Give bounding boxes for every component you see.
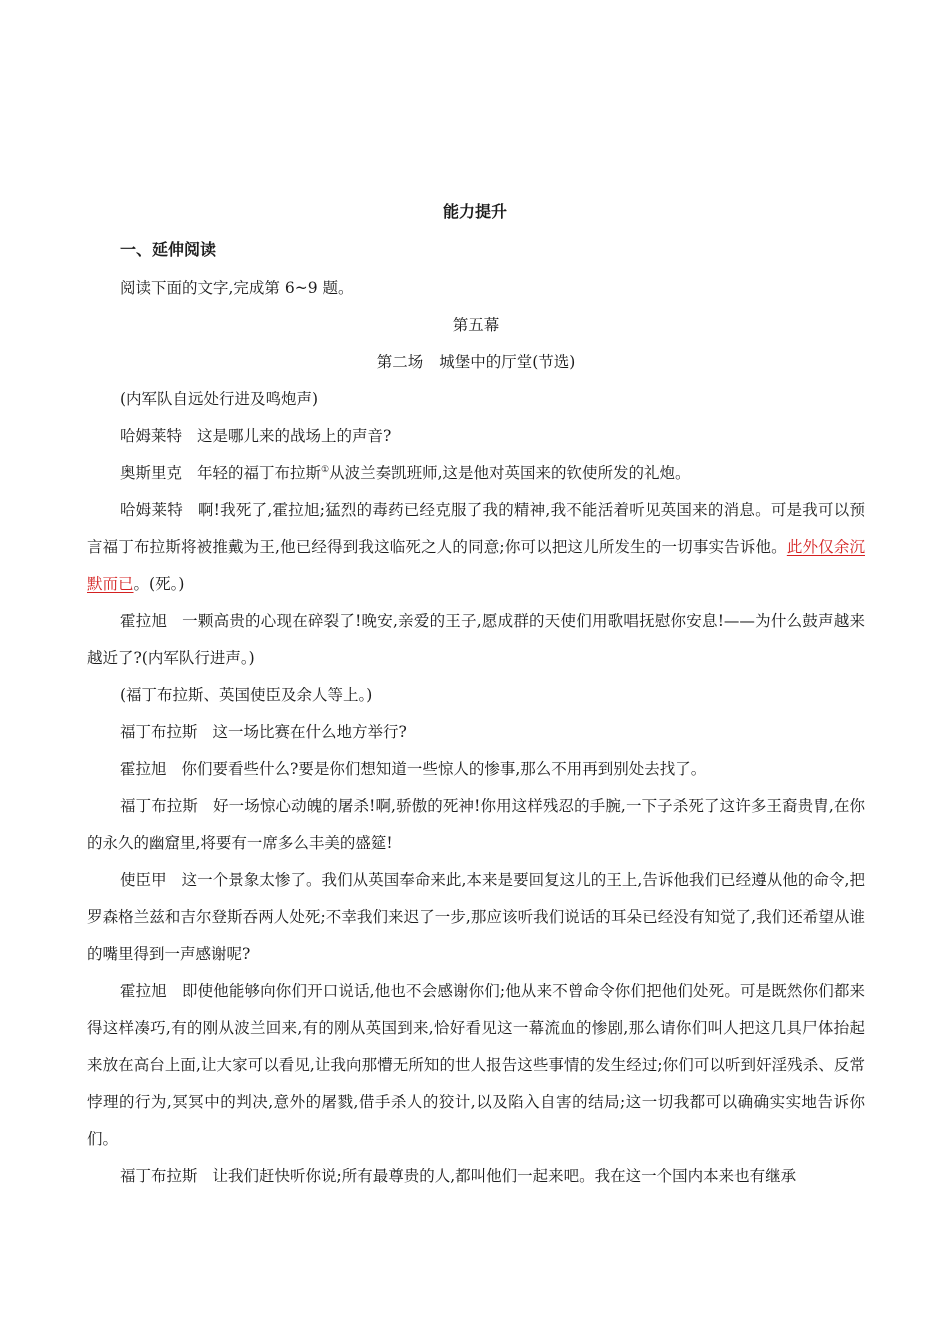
line-text: 。(死。) — [133, 575, 185, 593]
dialogue-line — [87, 751, 865, 788]
line-text: 一颗高贵的心现在碎裂了!晚安,亲爱的王子,愿成群的天使们用歌唱抚慰你安息!——为什么鼓声越来越近了?(内军队行进声。) — [87, 612, 865, 667]
scene-title — [87, 344, 865, 381]
line-text: 你们要看些什么?要是你们想知道一些惊人的惨事,那么不用再到别处去找了。 — [181, 760, 707, 778]
dialogue-line — [87, 455, 865, 492]
speaker-name: 奥斯里克 — [120, 464, 183, 482]
line-text: 让我们赶快听你说;所有最尊贵的人,都叫他们一起来吧。我在这一个国内本来也有继承 — [212, 1167, 797, 1185]
instruction: 阅读下面的文字,完成第 6~9 题。 — [120, 279, 354, 297]
speaker-name: 霍拉旭 — [120, 982, 167, 1000]
page-title: 能力提升 — [442, 202, 507, 221]
line-text: 这是哪儿来的战场上的声音? — [197, 427, 392, 445]
line-text: 即使他能够向你们开口说话,他也不会感谢你们;他从来不曾命令你们把他们处死。可是既然你们都来得这样凑巧,有的刚从波兰回来,有的刚从英国到来,恰好看见这一幕流血的惨剧,那么请你们叫人把这几具尸体抬起来放在高台上面,让大家可以看见,让我向那懵无所知的世人报告这些事情的发生经过;你们可以听到奸淫残杀、反常悖理的行为,冥冥中的判决,意外的屠戮,借手杀人的狡计,以及陷入自害的结局;这一切我都可以确确实实地告诉你们。 — [87, 982, 865, 1148]
line-text: 好一场惊心动魄的屠杀!啊,骄傲的死神!你用这样残忍的手腕,一下子杀死了这许多王裔贵胄,在你的永久的幽窟里,将要有一席多么丰美的盛筵! — [87, 797, 865, 852]
scene-name: 城堡中的厅堂(节选) — [439, 353, 576, 371]
speaker-name: 福丁布拉斯 — [120, 723, 198, 741]
dialogue-line — [87, 973, 865, 1158]
dialogue-line — [87, 862, 865, 973]
scene-number: 第二场 — [376, 353, 424, 371]
line-text: 啊!我死了,霍拉旭;猛烈的毒药已经克服了我的精神,我不能活着听见英国来的消息。可是我可以预言福丁布拉斯将被推戴为王,他已经得到我这临死之人的同意;你可以把这儿所发生的一切事实告诉他。 — [87, 501, 865, 556]
speaker-name: 福丁布拉斯 — [120, 1167, 198, 1185]
stage-direction: (福丁布拉斯、英国使臣及余人等上。) — [120, 686, 373, 704]
speaker-name: 哈姆莱特 — [120, 501, 183, 519]
speaker-name: 霍拉旭 — [120, 760, 167, 778]
dialogue-line — [87, 492, 865, 603]
dialogue-line — [87, 1158, 865, 1195]
speaker-name: 哈姆莱特 — [120, 427, 183, 445]
line-text: 这一场比赛在什么地方举行? — [212, 723, 407, 741]
reading-passage — [87, 270, 865, 1195]
stage-direction: (内军队自远处行进及鸣炮声) — [120, 390, 319, 408]
line-text: 从波兰奏凯班师,这是他对英国来的钦使所发的礼炮。 — [329, 464, 691, 482]
act-title: 第五幕 — [452, 316, 500, 334]
speaker-name: 霍拉旭 — [120, 612, 168, 630]
footnote-marker: ① — [321, 464, 330, 475]
line-text: 这一个景象太惨了。我们从英国奉命来此,本来是要回复这儿的王上,告诉他我们已经遵从他的命令,把罗森格兰兹和吉尔登斯吞两人处死;不幸我们来迟了一步,那应该听我们说话的耳朵已经没有知觉了,我们还希望从谁的嘴里得到一声感谢呢? — [87, 871, 865, 963]
dialogue-line — [87, 603, 865, 677]
speaker-name: 福丁布拉斯 — [120, 797, 199, 815]
highlighted-quote: 此外仅余沉默而已 — [87, 538, 865, 593]
speaker-name: 使臣甲 — [120, 871, 167, 889]
dialogue-line — [87, 714, 865, 751]
line-text: 年轻的福丁布拉斯 — [197, 464, 322, 482]
section-title: 一、延伸阅读 — [120, 240, 217, 259]
dialogue-line — [87, 788, 865, 862]
dialogue-line — [87, 418, 865, 455]
